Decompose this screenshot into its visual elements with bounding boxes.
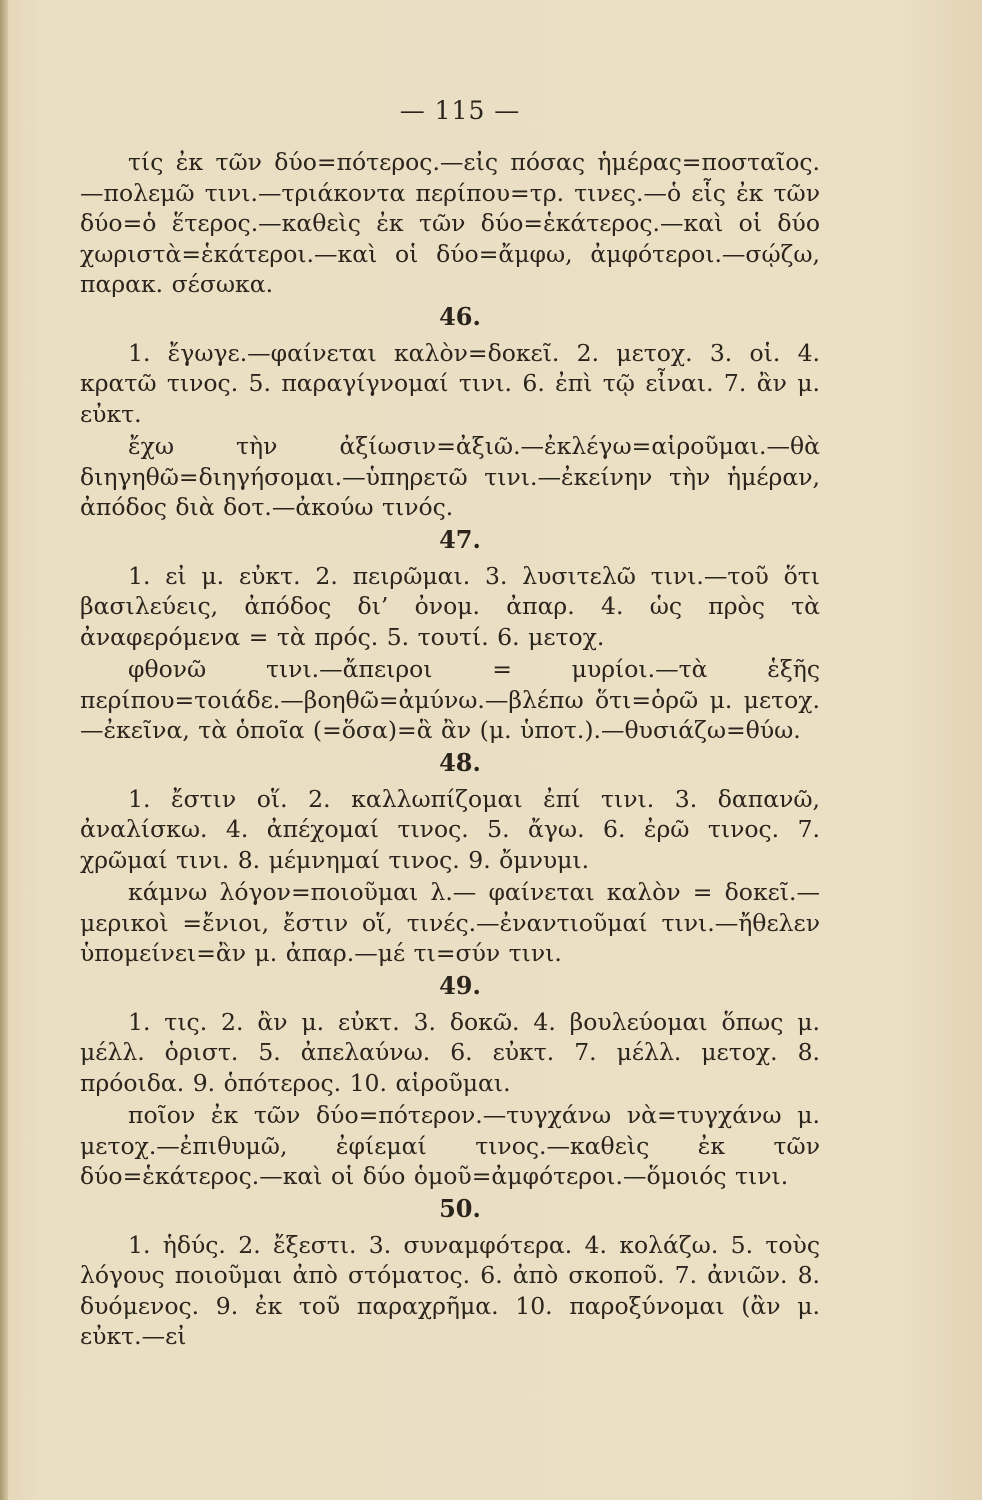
page-content (80, 96, 820, 1354)
intro-paragraph: τίς ἐκ τῶν δύο=πότερος.—εἰς πόσας ἡμέρας=ποσταῖος.—πολεμῶ τινι.—τριάκοντα περίπου=τρ. τινες.—ὁ εἷς ἐκ τῶν δύο=ὁ ἕτερος.—καθεὶς ἐκ τῶν δύο=ἑκάτερος.—καὶ οἱ δύο χωριστὰ=ἑκάτεροι.—καὶ οἱ δύο=ἄμφω, ἀμφότεροι.—σῴζω, παρακ. σέσωκα. (80, 148, 820, 298)
section-46-notes: ἔχω τὴν ἀξίωσιν=ἀξιῶ.—ἐκλέγω=αἱροῦμαι.—θὰ διηγηθῶ=διηγήσομαι.—ὑπηρετῶ τινι.—ἐκείνην τὴν ἡμέραν, ἀπόδος διὰ δοτ.—ἀκούω τινός. (80, 432, 820, 521)
section-48-notes: κάμνω λόγον=ποιοῦμαι λ.— φαίνεται καλὸν = δοκεῖ.—μερικοὶ =ἔνιοι, ἔστιν οἵ, τινές.—ἐναντιοῦμαί τινι.—ἤθελεν ὑπομείνει=ἂν μ. ἀπαρ.—μέ τι=σύν τινι. (80, 878, 820, 967)
section-49-notes: ποῖον ἐκ τῶν δύο=πότερον.—τυγχάνω νὰ=τυγχάνω μ. μετοχ.—ἐπιθυμῶ, ἐφίεμαί τινος.—καθεὶς ἐκ τῶν δύο=ἑκάτερος.—καὶ οἱ δύο ὁμοῦ=ἀμφότεροι.—ὅμοιός τινι. (80, 1101, 820, 1190)
section-50-answers: 1. ἡδύς. 2. ἔξεστι. 3. συναμφότερα. 4. κολάζω. 5. τοὺς λόγους ποιοῦμαι ἀπὸ στόματος. 6. ἀπὸ σκοποῦ. 7. ἀνιῶν. 8. δυόμενος. 9. ἐκ τοῦ παραχρῆμα. 10. παροξύνομαι (ἂν μ. εὐκτ.—εἰ (80, 1230, 820, 1350)
section-46-answers: 1. ἔγωγε.—φαίνεται καλὸν=δοκεῖ. 2. μετοχ. 3. οἱ. 4. κρατῶ τινος. 5. παραγίγνομαί τινι. 6. ἐπὶ τῷ εἶναι. 7. ἂν μ. εὐκτ. (80, 338, 820, 428)
section-49-answers: 1. τις. 2. ἂν μ. εὐκτ. 3. δοκῶ. 4. βουλεύομαι ὅπως μ. μέλλ. ὁριστ. 5. ἀπελαύνω. 6. εὐκτ. 7. μέλλ. μετοχ. 8. πρόοιδα. 9. ὁπότερος. 10. αἱροῦμαι. (80, 1007, 820, 1097)
section-47-answers: 1. εἰ μ. εὐκτ. 2. πειρῶμαι. 3. λυσιτελῶ τινι.—τοῦ ὅτι βασιλεύεις, ἀπόδος δι’ ὀνομ. ἀπαρ. 4. ὡς πρὸς τὰ ἀναφερόμενα = τὰ πρός. 5. τουτί. 6. μετοχ. (80, 561, 820, 651)
section-heading-47: 47. (439, 524, 481, 554)
section-heading-48: 48. (439, 747, 481, 777)
section-heading-49: 49. (439, 970, 481, 1000)
page-binding-edge (0, 0, 8, 1500)
section-heading-46: 46. (439, 301, 481, 331)
section-48-answers: 1. ἔστιν οἵ. 2. καλλωπίζομαι ἐπί τινι. 3. δαπανῶ, ἀναλίσκω. 4. ἀπέχομαί τινος. 5. ἄγω. 6. ἐρῶ τινος. 7. χρῶμαί τινι. 8. μέμνημαί τινος. 9. ὄμνυμι. (80, 784, 820, 874)
section-47-notes: φθονῶ τινι.—ἄπειροι = μυρίοι.—τὰ ἑξῆς περίπου=τοιάδε.—βοηθῶ=ἀμύνω.—βλέπω ὅτι=ὁρῶ μ. μετοχ.—ἐκεῖνα, τὰ ὁποῖα (=ὅσα)=ἃ ἂν (μ. ὑποτ.).—θυσιάζω=θύω. (80, 655, 820, 744)
page-number: — 115 — (399, 96, 521, 125)
section-heading-50: 50. (439, 1193, 481, 1223)
